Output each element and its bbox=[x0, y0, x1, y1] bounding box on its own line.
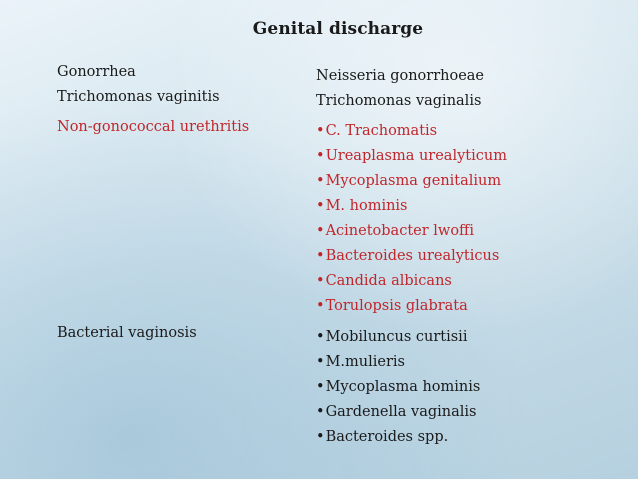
organism-name: M. hominis bbox=[325, 198, 408, 214]
disease-name: Bacterial vaginosis bbox=[57, 325, 197, 341]
organism-item bbox=[316, 269, 507, 294]
disease-name: Non-gonococcal urethritis bbox=[57, 119, 250, 135]
bullet-icon: • bbox=[316, 429, 325, 445]
organism-item bbox=[316, 64, 484, 89]
organism-item bbox=[316, 375, 480, 400]
organism-list bbox=[316, 325, 480, 450]
bullet-icon: • bbox=[316, 198, 325, 214]
bullet-icon: • bbox=[316, 329, 325, 345]
bullet-icon: • bbox=[316, 223, 325, 239]
disease-name: Trichomonas vaginitis bbox=[57, 89, 220, 105]
organism-item bbox=[316, 425, 480, 450]
bullet-icon: • bbox=[316, 354, 325, 370]
organism-list bbox=[316, 119, 507, 319]
organism-name: Neisseria gonorrhoeae bbox=[316, 68, 485, 84]
bullet-icon: • bbox=[316, 248, 325, 264]
organism-item bbox=[316, 89, 481, 114]
organism-item bbox=[316, 294, 507, 319]
bullet-icon: • bbox=[316, 298, 325, 314]
organism-name: Mycoplasma hominis bbox=[325, 379, 481, 395]
organism-name: Mobiluncus curtisii bbox=[325, 329, 468, 345]
organism-item bbox=[316, 194, 507, 219]
bullet-icon: • bbox=[316, 123, 325, 139]
bullet-icon: • bbox=[316, 148, 325, 164]
organism-name: Ureaplasma urealyticum bbox=[325, 148, 507, 164]
organism-name: Gardenella vaginalis bbox=[325, 404, 477, 420]
organism-item bbox=[316, 244, 507, 269]
organism-item bbox=[316, 350, 480, 375]
organism-name: Bacteroides urealyticus bbox=[325, 248, 500, 264]
slide-title: Genital discharge bbox=[252, 19, 424, 39]
organism-name: C. Trachomatis bbox=[325, 123, 438, 139]
bullet-icon: • bbox=[316, 173, 325, 189]
organism-item bbox=[316, 169, 507, 194]
organism-list bbox=[316, 64, 484, 89]
bullet-icon: • bbox=[316, 379, 325, 395]
organism-item bbox=[316, 219, 507, 244]
organism-name: Mycoplasma genitalium bbox=[325, 173, 502, 189]
organism-name: Trichomonas vaginalis bbox=[316, 93, 482, 109]
organism-name: Acinetobacter lwoffi bbox=[325, 223, 474, 239]
bullet-icon: • bbox=[316, 404, 325, 420]
organism-item bbox=[316, 325, 480, 350]
organism-name: Candida albicans bbox=[325, 273, 452, 289]
organism-list bbox=[316, 89, 481, 114]
organism-name: M.mulieris bbox=[325, 354, 405, 370]
organism-item bbox=[316, 144, 507, 169]
disease-name: Gonorrhea bbox=[57, 64, 136, 80]
organism-item bbox=[316, 400, 480, 425]
organism-name: Torulopsis glabrata bbox=[325, 298, 468, 314]
organism-name: Bacteroides spp. bbox=[325, 429, 449, 445]
organism-item bbox=[316, 119, 507, 144]
bullet-icon: • bbox=[316, 273, 325, 289]
